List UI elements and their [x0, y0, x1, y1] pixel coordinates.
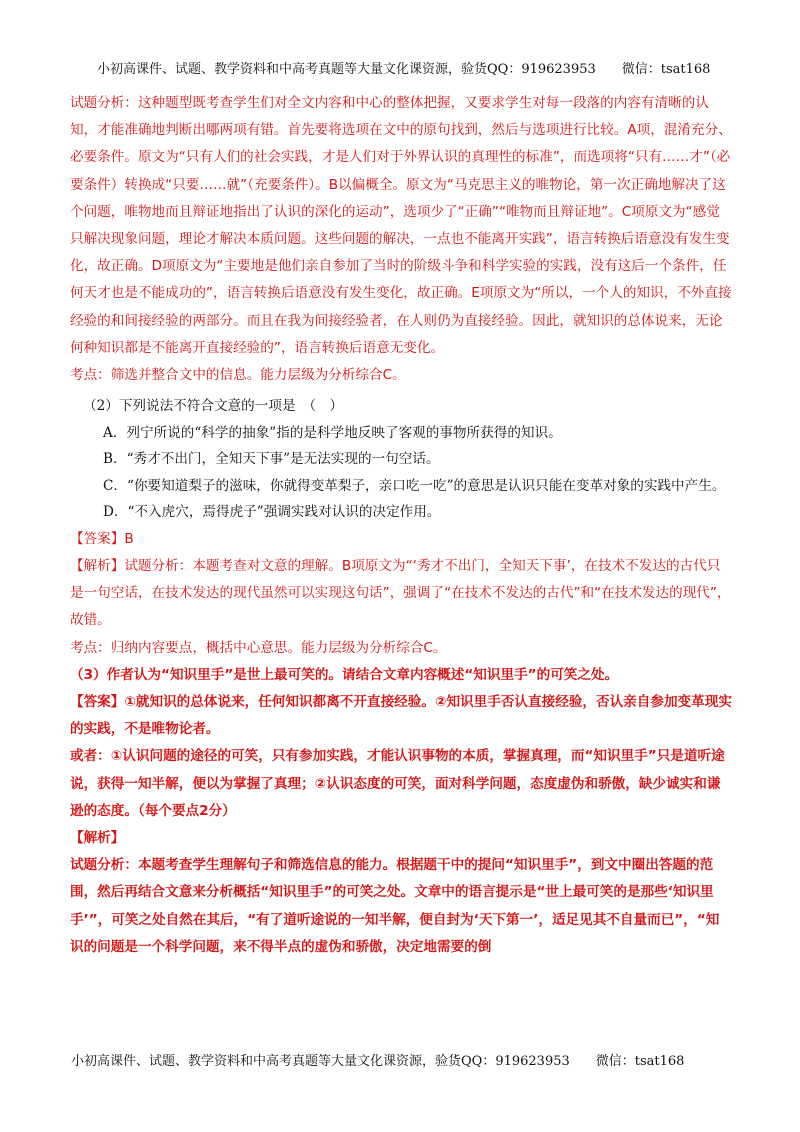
page-header: 小初高课件、试题、教学资料和中高考真题等大量文化课资源，验货QQ：919623953 微信：tsat168 — [97, 62, 711, 77]
alt-text: ①认识问题的途径的可笑，只有参加实践，才能认识事物的本质，掌握真理，而“知识里手”只是道听途说，获得一知半解，便以为掌握了真理；②认识态度的可笑，面对科学问题，态度虚伪和骄傲，缺少诚实和谦逊的态度。（每个要点2分） — [70, 748, 725, 819]
answer-3-text: ①就知识的总体说来，任何知识都离不开直接经验。②知识里手否认直接经验，否认亲自参加变革现实的实践，不是唯物论者。 — [70, 693, 732, 738]
jiexi-3-tag: 【解析】 — [70, 829, 125, 846]
page-footer: 小初高课件、试题、教学资料和中高考真题等大量文化课资源，验货QQ：919623953 微信：tsat168 — [71, 1054, 685, 1069]
kaodian-line: 考点：筛选并整合文中的信息。能力层级为分析综合C。 — [70, 367, 406, 384]
option-d: D．“不入虎穴，焉得虎子”强调实践对认识的决定作用。 — [103, 504, 441, 521]
jiexi-2: 【解析】试题分析：本题考查对文意的理解。B项原文为“‘秀才不出门，全知天下事’，在技术不发达的古代只是一句空话，在技术发达的现代虽然可以实现这句话”，强调了“在技术不发达的古代”和“在技术发达的现代”，故错。 — [70, 557, 731, 629]
answer-2: 【答案】B — [70, 530, 134, 547]
question-2-stem: （2）下列说法不符合文意的一项是 （ ） — [83, 398, 344, 415]
jiexi-3: 试题分析：本题考查学生理解句子和筛选信息的能力。根据题干中的提问“知识里手”，到文中圈出答题的范围，然后再结合文意来分析概括“知识里手”的可笑之处。文章中的语言提示是“世上最可笑的是那些‘知识里手’”，可笑之处自然在其后，“有了道听途说的一知半解，便自封为‘天下第一’，适足见其不自量而已”，“知识的问题是一个科学问题，来不得半点的虚伪和骄傲，决定地需要的倒 — [70, 857, 720, 955]
option-b: B．“秀才不出门，全知天下事”是无法实现的一句空话。 — [103, 451, 440, 468]
option-c: C．“你要知道梨子的滋味，你就得变革梨子，亲口吃一吃”的意思是认识只能在变革对象的实践中产生。 — [103, 477, 726, 494]
page-content — [70, 90, 732, 961]
alternative-answer — [70, 743, 732, 825]
answer-tag: 【答案】 — [70, 693, 125, 710]
alt-tag: 或者： — [70, 748, 111, 765]
analysis-paragraph: 试题分析：这种题型既考查学生们对全文内容和中心的整体把握，又要求学生对每一段落的内容有清晰的认知，才能准确地判断出哪两项有错。首先要将选项在文中的原句找到，然后与选项进行比较。A项，混淆充分、必要条件。原文为“只有人们的社会实践，才是人们对于外界认识的真理性的标准”，而选项将“只有……才”（必要条件）转换成“只要……就”（充要条件）。B以偏概全。原文为“马克思主义的唯物论，第一次正确地解决了这个问题，唯物地而且辩证地指出了认识的深化的运动”，选项少了“正确”“唯物而且辩证地”。C项原文为“感觉只解决现象问题，理论才解决本质问题。这些问题的解决，一点也不能离开实践”，语言转换后语意没有发生变化，故正确。D项原文为“主要地是他们亲自参加了当时的阶级斗争和科学实验的实践，没有这后一个条件，任何天才也是不能成功的”，语言转换后语意没有发生变化，故正确。E项原文为“所以，一个人的知识，不外直接经验的和间接经验的两部分。而且在我为间接经验者，在人则仍为直接经验。因此，就知识的总体说来，无论何种知识都是不能离开直接经验的”，语言转换后语意无变化。 — [70, 95, 732, 356]
question-3-stem: （3）作者认为“知识里手”是世上最可笑的。请结合文章内容概述“知识里手”的可笑之处。 — [70, 666, 619, 683]
option-a: A．列宁所说的“科学的抽象”指的是科学地反映了客观的事物所获得的知识。 — [103, 424, 562, 441]
answer-3 — [70, 689, 732, 743]
kaodian-2: 考点：归纳内容要点，概括中心意思。能力层级为分析综合C。 — [70, 639, 447, 656]
